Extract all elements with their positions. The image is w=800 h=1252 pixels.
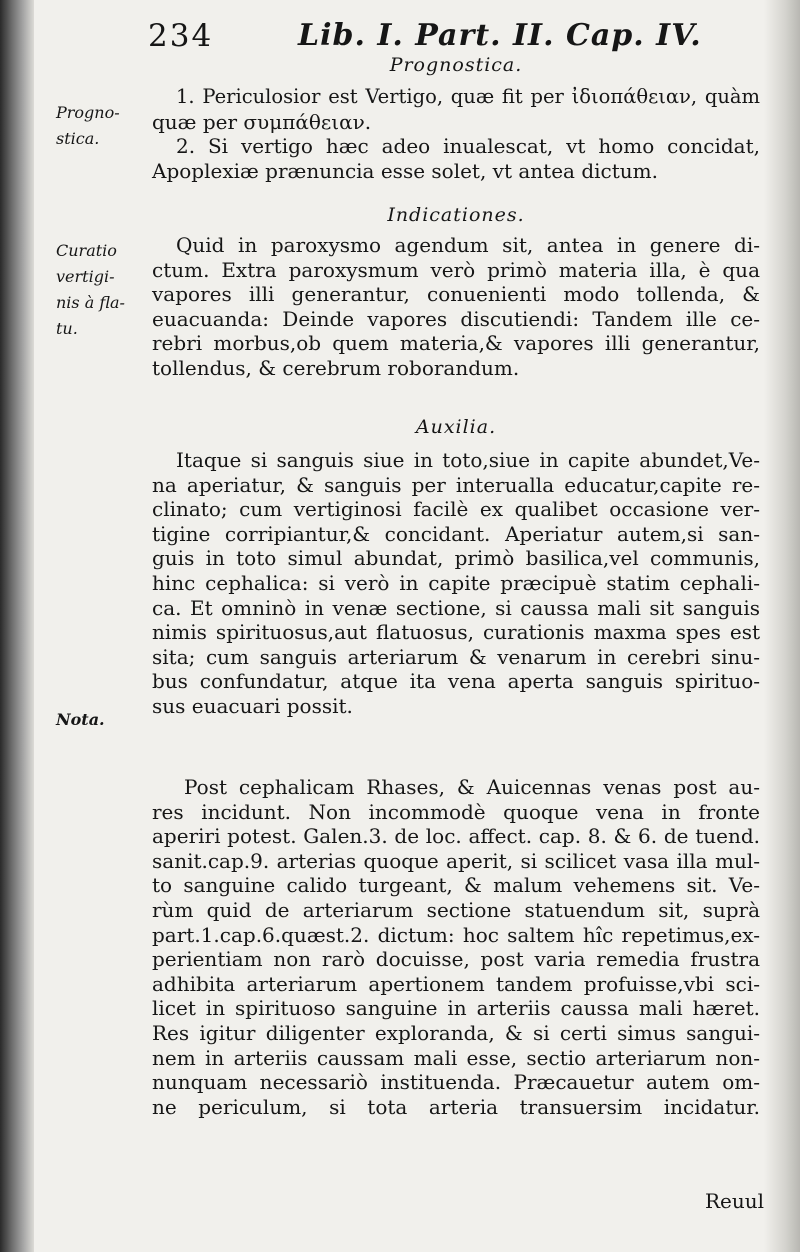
- page-number: 234: [148, 18, 214, 54]
- page-header: [148, 14, 768, 54]
- margin-note-line: stica.: [56, 129, 100, 148]
- text-line: na aperiatur, & sanguis per interualla educatur,capite re-: [152, 472, 760, 497]
- page-edge-shadow: [764, 0, 800, 1252]
- book-binding-shadow: [0, 0, 34, 1252]
- text-line: sus euacuari possit.: [152, 693, 353, 718]
- margin-note-prognostica: [56, 100, 148, 152]
- text-line: perientiam non rarò docuisse, post varia remedia frustra: [152, 947, 760, 972]
- heading-indicationes: Indicationes.: [387, 204, 525, 226]
- heading-auxilia: Auxilia.: [415, 416, 497, 438]
- text-line: hinc cephalica: si verò in capite præcipuè statim cephali-: [152, 570, 760, 595]
- margin-note-nota: Nota.: [56, 710, 105, 729]
- text-line: Post cephalicam Rhases, & Auicennas venas post au-: [184, 775, 760, 799]
- margin-note-line: Progno-: [56, 103, 120, 122]
- text-line: res incidunt. Non incommodè quoque vena in fronte: [152, 799, 760, 824]
- text-line: rebri morbus,ob quem materia,& vapores illi generantur,: [152, 331, 760, 356]
- auxilia-paragraph: [152, 448, 760, 719]
- text-line: Res igitur diligenter exploranda, & si certi simus sangui-: [152, 1020, 760, 1045]
- text-line: quæ per συμπάθειαν.: [152, 109, 372, 134]
- text-line: Itaque si sanguis siue in toto,siue in capite abundet,Ve-: [176, 448, 760, 472]
- running-title: Lib. I. Part. II. Cap. IV.: [298, 18, 702, 53]
- indicationes-paragraph: [152, 233, 760, 381]
- text-line: Apoplexiæ prænuncia esse solet, vt antea dictum.: [152, 158, 658, 183]
- text-line: licet in spirituoso sanguine in arteriis caussa mali hæret.: [152, 996, 760, 1021]
- text-line: bus confundatur, atque ita vena aperta sanguis spirituo-: [152, 669, 760, 694]
- margin-note-line: tu.: [56, 319, 78, 338]
- text-line: euacuanda: Deinde vapores discutiendi: Tandem ille ce-: [152, 306, 760, 331]
- text-line: tigine corripiantur,& concidant. Aperiatur autem,si san-: [152, 521, 760, 546]
- text-line: guis in toto simul abundat, primò basilica,vel communis,: [152, 546, 760, 571]
- text-line: nem in arteriis caussam mali esse, sectio arteriarum non-: [152, 1045, 760, 1070]
- text-line: ctum. Extra paroxysmum verò primò materia illa, è qua: [152, 257, 760, 282]
- text-line: ne periculum, si tota arteria transuersim incidatur.: [152, 1094, 760, 1119]
- margin-note-line: Curatio: [56, 241, 117, 260]
- text-line: to sanguine calido turgeant, & malum vehemens sit. Ve-: [152, 873, 760, 898]
- text-line: part.1.cap.6.quæst.2. dictum: hoc saltem hîc repetimus,ex-: [152, 922, 760, 947]
- text-line: tollendus, & cerebrum roborandum.: [152, 355, 520, 380]
- text-line: 2. Si vertigo hæc adeo inualescat, vt homo concidat,: [176, 134, 760, 159]
- text-line: rùm quid de arteriarum sectione statuendum sit, suprà: [152, 897, 760, 922]
- margin-note-line: vertigi-: [56, 267, 115, 286]
- text-line: ca. Et omninò in venæ sectione, si caussa mali sit sanguis: [152, 595, 760, 620]
- text-line: sanit.cap.9. arterias quoque aperit, si scilicet vasa illa mul-: [152, 848, 760, 873]
- text-line: 1. Periculosior est Vertigo, quæ fit per ἰδιοπάθειαν, quàm: [176, 85, 760, 108]
- text-line: clinato; cum vertiginosi facilè ex qualibet occasione ver-: [152, 497, 760, 522]
- text-line: nunquam necessariò instituenda. Præcauetur autem om-: [152, 1070, 760, 1095]
- text-line: vapores illi generantur, conuenienti modo tollenda, &: [152, 282, 760, 307]
- text-line: sita; cum sanguis arteriarum & venarum in cerebri sinu-: [152, 644, 760, 669]
- margin-note-curatio: [56, 238, 148, 342]
- prognostica-paragraphs: [152, 85, 760, 183]
- text-line: nimis spirituosus,aut flatuosus, curationis maxma spes est: [152, 620, 760, 645]
- margin-note-line: nis à fla-: [56, 293, 125, 312]
- catchword: Reuul: [704, 1189, 764, 1213]
- post-paragraph: [152, 775, 760, 1119]
- text-line: adhibita arteriarum apertionem tandem profuisse,vbi sci-: [152, 971, 760, 996]
- text-line: aperiri potest. Galen.3. de loc. affect. cap. 8. & 6. de tuend.: [152, 824, 760, 849]
- text-line: Quid in paroxysmo agendum sit, antea in genere di-: [176, 233, 760, 257]
- heading-prognostica: Prognostica.: [389, 54, 523, 76]
